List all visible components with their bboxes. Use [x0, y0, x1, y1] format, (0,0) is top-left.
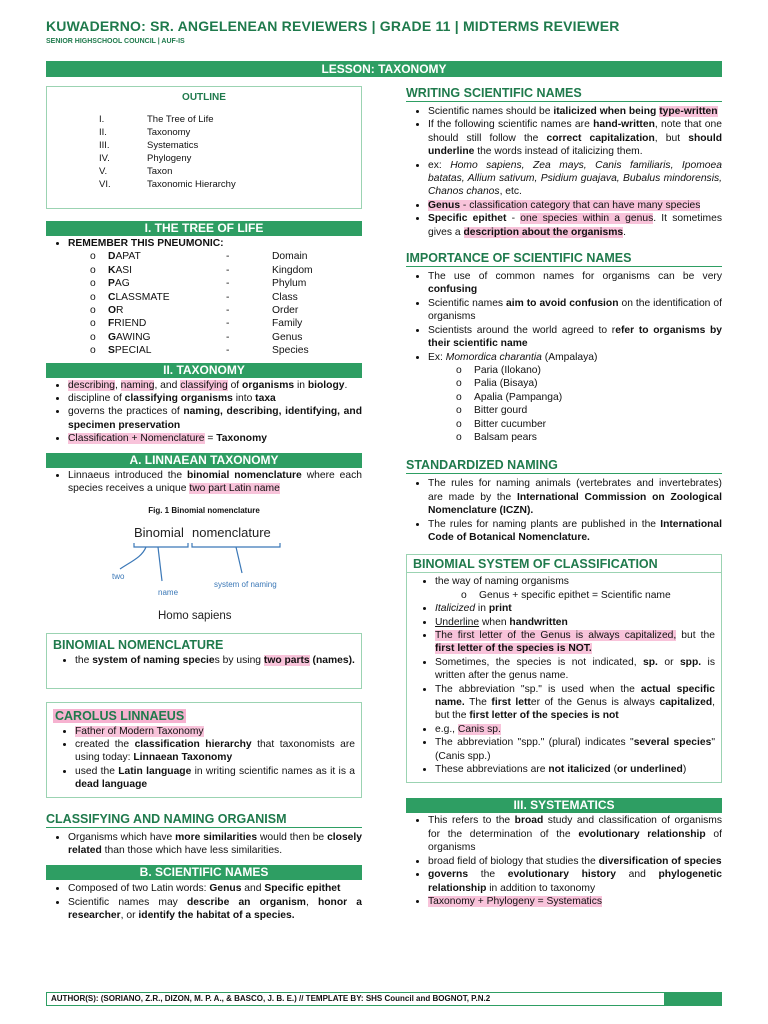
importance-sublist: [428, 364, 722, 444]
outline-number: I.: [99, 114, 105, 125]
brace-binomial: [134, 543, 188, 547]
document-subtitle: SENIOR HIGHSCHOOL COUNCIL | AUF-IS: [46, 38, 185, 45]
list-item: • describing, naming, and classifying of organisms in biology.: [68, 379, 362, 392]
outline-label: Taxon: [147, 166, 173, 177]
classifying-heading: CLASSIFYING AND NAMING ORGANISM: [46, 812, 362, 828]
mnemonic-row: o OR - Order: [90, 305, 299, 317]
list-item: • Organisms which have more similarities would then be closely related than those which have less similarities.: [68, 831, 362, 858]
outline-label: Phylogeny: [147, 153, 192, 164]
outline-item: [53, 113, 355, 126]
outline-title: OUTLINE: [182, 92, 226, 103]
outline-number: V.: [99, 166, 108, 177]
list-item: • Scientific names aim to avoid confusion on the identification of organisms: [428, 297, 722, 324]
list-item: • ex: Homo sapiens, Zea mays, Canis familiaris, Ipomoea batatas, Allium sativum, Psidium guajava, Bubalus mindorensis, Chanos chanos, etc.: [428, 159, 722, 199]
outline-label: Taxonomy: [147, 127, 191, 138]
label-system: system of naming: [214, 579, 277, 589]
list-item: • The rules for naming animals (vertebrates and invertebrates) are made by the International Commission on Zoological Nomenclature (ICZN).: [428, 477, 722, 517]
outline-item: [53, 139, 355, 152]
list-item: • used the Latin language in writing scientific names as it is a dead language: [75, 765, 355, 792]
arrow-system: [236, 547, 242, 573]
list-item: • Italicized in print: [435, 602, 715, 615]
list-item: • broad field of biology that studies the diversification of species: [428, 855, 722, 868]
outline-label: Taxonomic Hierarchy: [147, 179, 236, 190]
list-item: • Genus - classification category that can have many species: [428, 199, 722, 212]
classifying-list: [46, 831, 362, 858]
standardized-list: [406, 477, 722, 544]
binomial-system-box: [406, 554, 722, 783]
list-item: • e.g., Canis sp.: [435, 723, 715, 736]
systematics-list: [406, 814, 722, 908]
list-item: • Scientific names should be italicized when being type-written: [428, 105, 722, 118]
linnaean-list: [46, 469, 362, 496]
list-item: • Specific epithet - one species within a genus. It sometimes gives a description about the organisms.: [428, 212, 722, 239]
binomial-nomenclature-box: [46, 633, 362, 689]
list-item: o Bitter gourd: [452, 404, 722, 417]
list-item: • Sometimes, the species is not indicated, sp. or spp. is written after the genus name.: [435, 656, 715, 683]
outline-item: [53, 152, 355, 165]
list-item: • The abbreviation "sp." is used when the actual specific name. The first letter of the Genus is always capitalized, but the first letter of the species is not: [435, 683, 715, 723]
section-heading-tree: I. THE TREE OF LIFE: [46, 221, 362, 236]
mnemonic-table: [90, 250, 313, 357]
list-item: • Scientific names may describe an organism, honor a researcher, or identify the habitat of a species.: [68, 896, 362, 923]
figure-caption: Fig. 1 Binomial nomenclature: [148, 505, 260, 515]
binomial-diagram: [46, 519, 362, 631]
mnemonic-row: o FRIEND - Family: [90, 318, 303, 330]
label-homo-sapiens: Homo sapiens: [158, 609, 232, 622]
list-item: • governs the practices of naming, describing, identifying, and specimen preservation: [68, 405, 362, 432]
right-column: [406, 86, 722, 908]
carolus-list: [53, 725, 355, 792]
footer-credits: AUTHOR(S): (SORIANO, Z.R., DIZON, M. P. A., & BASCO, J. B. E.) // TEMPLATE BY: SHS Council and BOGNOT, P.N.2: [46, 992, 666, 1006]
outline-box: [46, 86, 362, 209]
list-item: • Underline when handwritten: [435, 616, 715, 629]
list-item: • The rules for naming plants are published in the International Code of Botanical Nomenclature.: [428, 518, 722, 545]
section-heading-linnaean: A. LINNAEAN TAXONOMY: [46, 453, 362, 468]
outline-item: [53, 165, 355, 178]
writing-list: [406, 105, 722, 239]
diagram-word-nomenclature: nomenclature: [192, 524, 271, 540]
scientific-names-list: [46, 882, 362, 922]
list-item: o Palia (Bisaya): [452, 377, 722, 390]
outline-number: II.: [99, 127, 107, 138]
left-column: [46, 86, 362, 923]
mnemonic-row: o SPECIAL - Species: [90, 345, 309, 357]
list-item: o Bitter cucumber: [452, 418, 722, 431]
importance-heading: IMPORTANCE OF SCIENTIFIC NAMES: [406, 251, 722, 267]
brace-nomenclature: [192, 543, 280, 547]
writing-heading: WRITING SCIENTIFIC NAMES: [406, 86, 722, 102]
lesson-banner: LESSON: TAXONOMY: [46, 61, 722, 77]
mnemonic-row: o CLASSMATE - Class: [90, 291, 298, 303]
list-item: • REMEMBER THIS PNEUMONIC:: [68, 237, 362, 250]
section-heading-systematics: III. SYSTEMATICS: [406, 798, 722, 813]
section-heading-scientific-names: B. SCIENTIFIC NAMES: [46, 865, 362, 880]
importance-list: [406, 270, 722, 444]
footer-accent-bar: [664, 992, 722, 1006]
list-item: • If the following scientific names are hand-written, note that one should still follow the correct capitalization, but should underline the words instead of italicizing them.: [428, 118, 722, 158]
list-item: • governs the evolutionary history and phylogenetic relationship in addition to taxonomy: [428, 868, 722, 895]
figure-binomial: [46, 506, 362, 636]
binomial-system-heading: BINOMIAL SYSTEM OF CLASSIFICATION: [407, 557, 721, 573]
list-item: • discipline of classifying organisms into taxa: [68, 392, 362, 405]
outline-label: Systematics: [147, 140, 199, 151]
binomial-nomenclature-list: [53, 654, 355, 667]
outline-item: [53, 126, 355, 139]
carolus-heading: CAROLUS LINNAEUS: [55, 708, 185, 723]
list-item: • Classification + Nomenclature = Taxonomy: [68, 432, 362, 445]
binomial-system-sublist: [435, 589, 715, 602]
outline-number: III.: [99, 140, 110, 151]
outline-number: VI.: [99, 179, 111, 190]
label-name: name: [158, 587, 179, 597]
list-item: • Linnaeus introduced the binomial nomenclature where each species receives a unique two part Latin name: [68, 469, 362, 496]
outline-list: [53, 113, 355, 191]
list-item: • The first letter of the Genus is always capitalized, but the first letter of the species is NOT.: [435, 629, 715, 656]
label-two: two: [112, 571, 125, 581]
list-item: • Taxonomy + Phylogeny = Systematics: [428, 895, 722, 908]
mnemonic-row: o PAG - Phylum: [90, 278, 307, 290]
list-item: • created the classification hierarchy that taxonomists are using today: Linnaean Taxonomy: [75, 738, 355, 765]
list-item: • the system of naming species by using two parts (names).: [75, 654, 355, 667]
diagram-word-binomial: Binomial: [134, 524, 184, 540]
list-item: • Scientists around the world agreed to refer to organisms by their scientific name: [428, 324, 722, 351]
list-item: • the way of naming organisms o Genus + specific epithet = Scientific name: [435, 575, 715, 602]
arrow-name: [158, 547, 162, 581]
binomial-nomenclature-heading: BINOMIAL NOMENCLATURE: [53, 637, 224, 652]
mnemonic-row: o DAPAT - Domain: [90, 251, 308, 263]
list-item: • Ex: Momordica charantia (Ampalaya) o Paria (Ilokano) o Palia (Bisaya) o Apalia (Pampanga) o Bitter gourd o Bitter cucumber o Balsam pears: [428, 351, 722, 445]
document-title: KUWADERNO: SR. ANGELENEAN REVIEWERS | GRADE 11 | MIDTERMS REVIEWER: [46, 18, 620, 34]
standardized-heading: STANDARDIZED NAMING: [406, 458, 722, 474]
mnemonic-row: o GAWING - Genus: [90, 331, 303, 343]
mnemonic-row: o KASI - Kingdom: [90, 264, 313, 276]
outline-number: IV.: [99, 153, 110, 164]
tree-list: [46, 237, 362, 250]
list-item: o Balsam pears: [452, 431, 722, 444]
list-item: o Apalia (Pampanga): [452, 391, 722, 404]
list-item: • Composed of two Latin words: Genus and Specific epithet: [68, 882, 362, 895]
carolus-box: [46, 702, 362, 798]
list-item: • This refers to the broad study and classification of organisms for the determination of the evolutionary relationship of organisms: [428, 814, 722, 854]
taxonomy-list: [46, 379, 362, 446]
binomial-system-list: [413, 575, 715, 776]
outline-label: The Tree of Life: [147, 114, 214, 125]
list-item: o Genus + specific epithet = Scientific name: [479, 589, 715, 602]
list-item: • These abbreviations are not italicized (or underlined): [435, 763, 715, 776]
list-item: • The abbreviation "spp." (plural) indicates "several species" (Canis spp.): [435, 736, 715, 763]
list-item: • The use of common names for organisms can be very confusing: [428, 270, 722, 297]
list-item: • Father of Modern Taxonomy: [75, 725, 355, 738]
outline-item: [53, 178, 355, 191]
arrow-two: [120, 547, 146, 569]
section-heading-taxonomy: II. TAXONOMY: [46, 363, 362, 378]
list-item: o Paria (Ilokano): [452, 364, 722, 377]
